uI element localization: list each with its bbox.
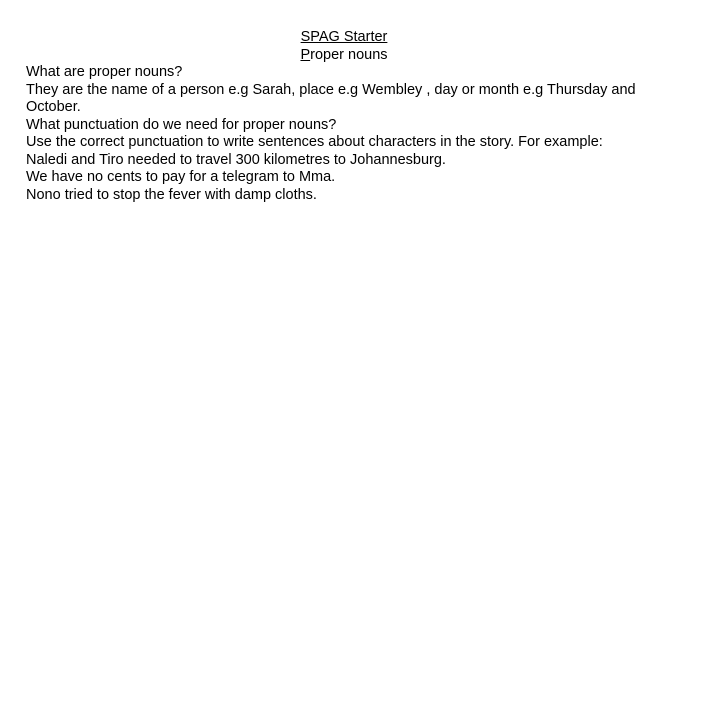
instruction-paragraph: Use the correct punctuation to write sentences about characters in the story. For example: [26,134,603,150]
document-subtitle [0,47,688,65]
example-sentence-3: Nono tried to stop the fever with damp cloths. [26,186,317,203]
title-block [0,29,688,64]
example-sentence-1: Naledi and Tiro needed to travel 300 kilometres to Johannesburg. [26,151,446,168]
subtitle-first-letter: P [300,46,311,63]
definition-paragraph: They are the name of a person e.g Sarah, place e.g Wembley , day or month e.g Thursday and October. [26,81,636,115]
subtitle-rest: roper nouns [310,46,388,63]
example-sentence-2: We have no cents to pay for a telegram to Mma. [26,169,336,185]
question-punctuation: What punctuation do we need for proper nouns? [26,116,337,133]
question-proper-nouns: What are proper nouns? [26,64,183,80]
body-text [26,64,651,204]
document-title: SPAG Starter [300,29,388,45]
